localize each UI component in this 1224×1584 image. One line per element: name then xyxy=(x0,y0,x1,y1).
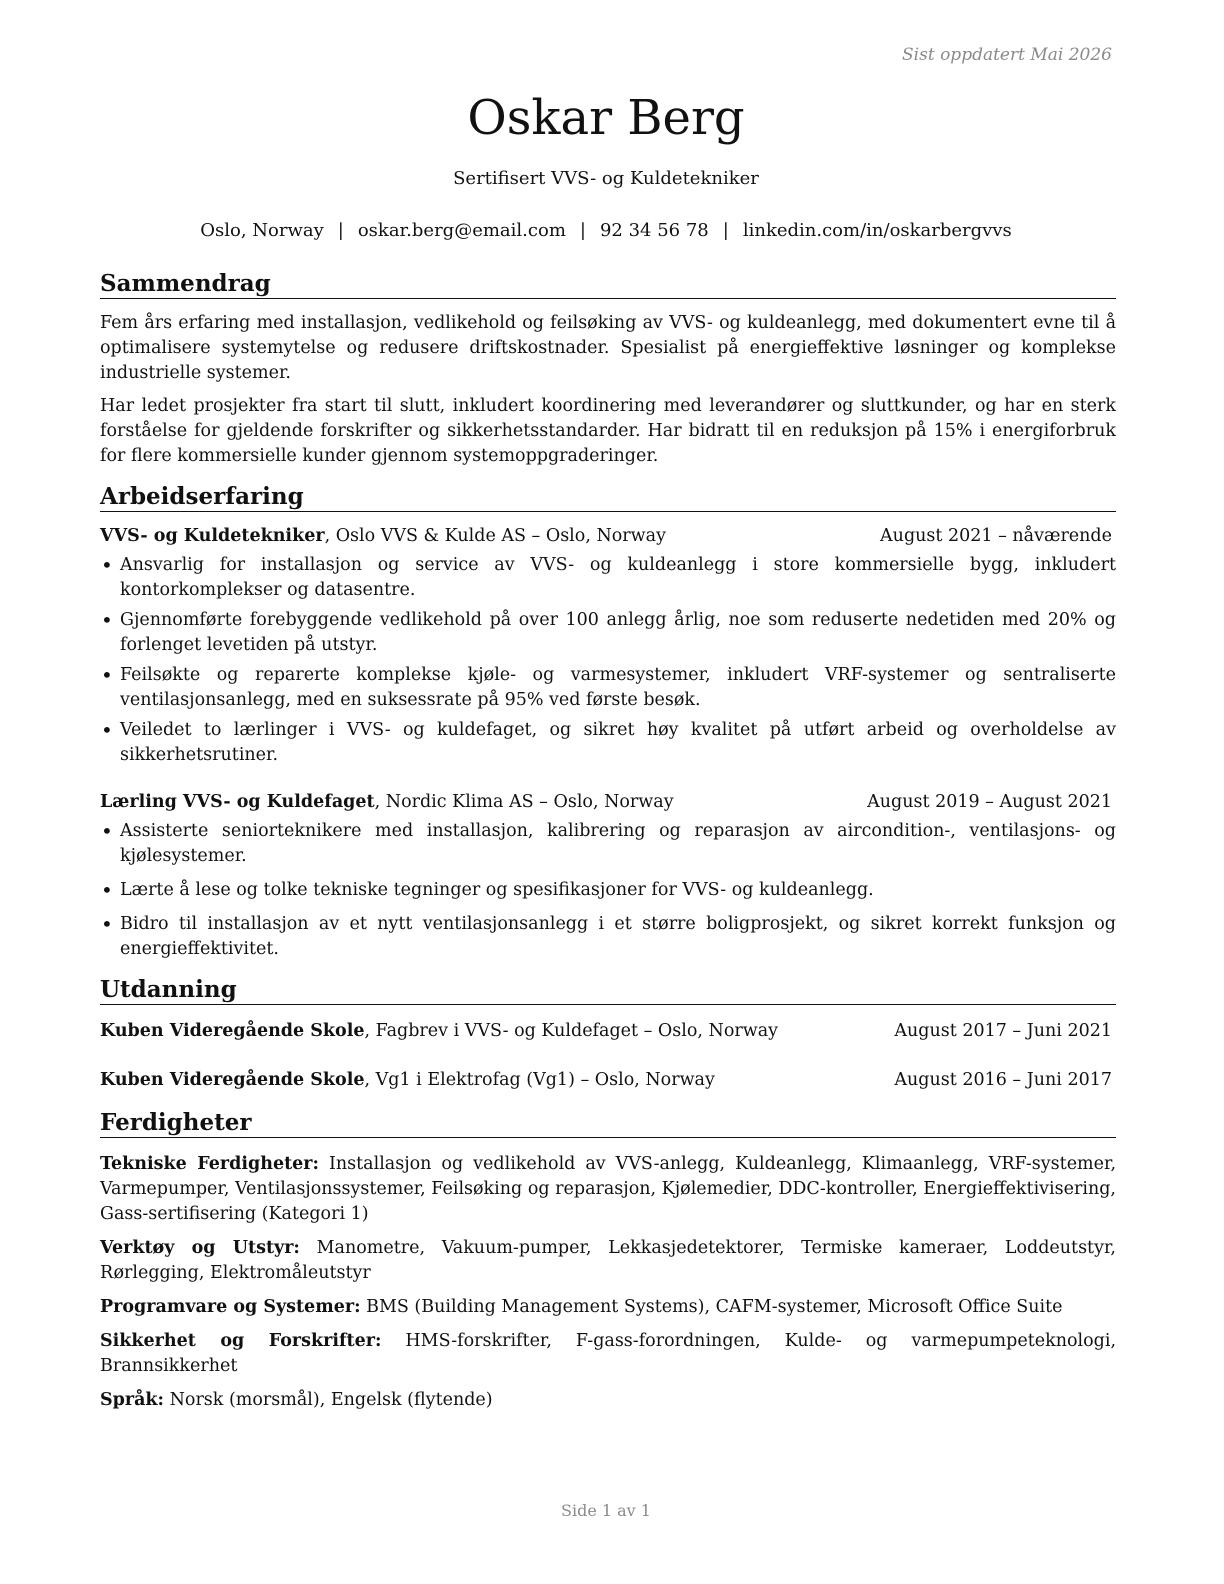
contact-line xyxy=(100,219,1112,243)
job-role: VVS- og Kuldetekniker xyxy=(100,526,325,546)
contact-separator: | xyxy=(579,220,586,241)
list-item: • Bidro til installasjon av et nytt ventilasjonsanlegg i et større boligprosjekt, og sikret korrekt funksjon og energieffektivitet. xyxy=(100,912,1116,962)
list-item: • Gjennomførte forebyggende vedlikehold på over 100 anlegg årlig, noe som reduserte nedetiden med 20% og forlenget levetiden på utstyr. xyxy=(100,608,1116,658)
education-dates: August 2017 – Juni 2021 xyxy=(894,1021,1112,1041)
candidate-name: Oskar Berg xyxy=(467,90,745,146)
summary-paragraph: Har ledet prosjekter fra start til slutt, inkludert koordinering med leverandører og sluttkunder, og har en sterk forståelse for gjeldende forskrifter og sikkerhetsstandarder. Har bidratt til en reduksjon på 15% i energiforbruk for flere kommersielle kunder gjennom systemoppgraderinger. xyxy=(100,396,1116,466)
skill-value: BMS (Building Management Systems), CAFM-systemer, Microsoft Office Suite xyxy=(360,1297,1063,1317)
contact-email[interactable]: oskar.berg@email.com xyxy=(357,220,566,241)
job-org: , Nordic Klima AS – Oslo, Norway xyxy=(374,792,674,812)
skill-label: Sikkerhet og Forskrifter: xyxy=(100,1331,382,1351)
section-heading-summary: Sammendrag xyxy=(100,270,1116,299)
job-dates: August 2021 – nåværende xyxy=(880,526,1112,546)
job-role: Lærling VVS- og Kuldefaget xyxy=(100,792,375,812)
skill-value: Manometre, Vakuum-pumper, Lekkasjedetektorer, Termiske kameraer, Loddeutstyr, Rørlegging, Elektromåleutstyr xyxy=(100,1238,1116,1283)
candidate-title: Sertifisert VVS- og Kuldetekniker xyxy=(453,168,759,189)
resume-page xyxy=(100,0,1117,1584)
skill-line xyxy=(100,1236,1116,1286)
skill-value: HMS-forskrifter, F-gass-forordningen, Kulde- og varmepumpeteknologi, Brannsikkerhet xyxy=(100,1331,1117,1376)
education-item xyxy=(100,1019,1112,1044)
education-detail: , Vg1 i Elektrofag (Vg1) – Oslo, Norway xyxy=(364,1070,715,1090)
list-item: • Veiledet to lærlinger i VVS- og kuldefaget, og sikret høy kvalitet på utført arbeid og overholdelse av sikkerhetsrutiner. xyxy=(100,718,1116,768)
skill-label: Verktøy og Utstyr: xyxy=(100,1238,300,1258)
summary-paragraph: Fem års erfaring med installasjon, vedlikehold og feilsøking av VVS- og kuldeanlegg, med dokumentert evne til å optimalisere systemytelse og redusere driftskostnader. Spesialist på energieffektive løsninger og komplekse industrielle systemer. xyxy=(100,313,1116,383)
contact-location: Oslo, Norway xyxy=(200,220,324,241)
job-header xyxy=(100,790,1112,815)
last-updated: Sist oppdatert Mai 2026 xyxy=(902,45,1112,65)
page-number: Side 1 av 1 xyxy=(561,1501,651,1520)
education-item xyxy=(100,1068,1112,1093)
contact-separator: | xyxy=(337,220,344,241)
job-bullets xyxy=(100,553,1116,768)
section-heading-experience: Arbeidserfaring xyxy=(100,483,1116,512)
contact-separator: | xyxy=(722,220,729,241)
list-item: • Feilsøkte og reparerte komplekse kjøle- og varmesystemer, inkludert VRF-systemer og sentraliserte ventilasjonsanlegg, med en suksessrate på 95% ved første besøk. xyxy=(100,663,1116,713)
skill-label: Programvare og Systemer: xyxy=(100,1297,361,1317)
job-bullets xyxy=(100,819,1116,962)
job-org: , Oslo VVS & Kulde AS – Oslo, Norway xyxy=(324,526,666,546)
skill-label: Språk: xyxy=(100,1390,165,1410)
education-dates: August 2016 – Juni 2017 xyxy=(894,1070,1112,1090)
section-heading-education: Utdanning xyxy=(100,976,1116,1005)
education-school: Kuben Videregående Skole xyxy=(100,1070,365,1090)
skill-value: Norsk (morsmål), Engelsk (flytende) xyxy=(164,1390,493,1410)
list-item: • Lærte å lese og tolke tekniske tegninger og spesifikasjoner for VVS- og kuldeanlegg. xyxy=(100,878,1116,903)
list-item: • Assisterte seniorteknikere med installasjon, kalibrering og reparasjon av aircondition-, ventilasjons- og kjølesystemer. xyxy=(100,819,1116,869)
skill-label: Tekniske Ferdigheter: xyxy=(100,1154,319,1174)
resume-content xyxy=(100,270,1116,1422)
education-school: Kuben Videregående Skole xyxy=(100,1021,365,1041)
education-detail: , Fagbrev i VVS- og Kuldefaget – Oslo, Norway xyxy=(364,1021,779,1041)
skill-line xyxy=(100,1329,1116,1379)
section-heading-skills: Ferdigheter xyxy=(100,1109,1116,1138)
skill-line xyxy=(100,1388,1116,1413)
contact-linkedin[interactable]: linkedin.com/in/oskarbergvvs xyxy=(742,220,1012,241)
contact-phone: 92 34 56 78 xyxy=(599,220,709,241)
job-header xyxy=(100,524,1112,549)
skill-line xyxy=(100,1152,1116,1227)
skill-line xyxy=(100,1295,1116,1320)
list-item: • Ansvarlig for installasjon og service av VVS- og kuldeanlegg i store kommersielle bygg, inkludert kontorkomplekser og datasentre. xyxy=(100,553,1116,603)
job-dates: August 2019 – August 2021 xyxy=(867,792,1112,812)
skill-value: Installasjon og vedlikehold av VVS-anlegg, Kuldeanlegg, Klimaanlegg, VRF-systemer, Varmepumper, Ventilasjonssystemer, Feilsøking og reparasjon, Kjølemedier, DDC-kontroller, Energieffektivisering, Gass-sertifisering (Kategori 1) xyxy=(100,1154,1117,1224)
